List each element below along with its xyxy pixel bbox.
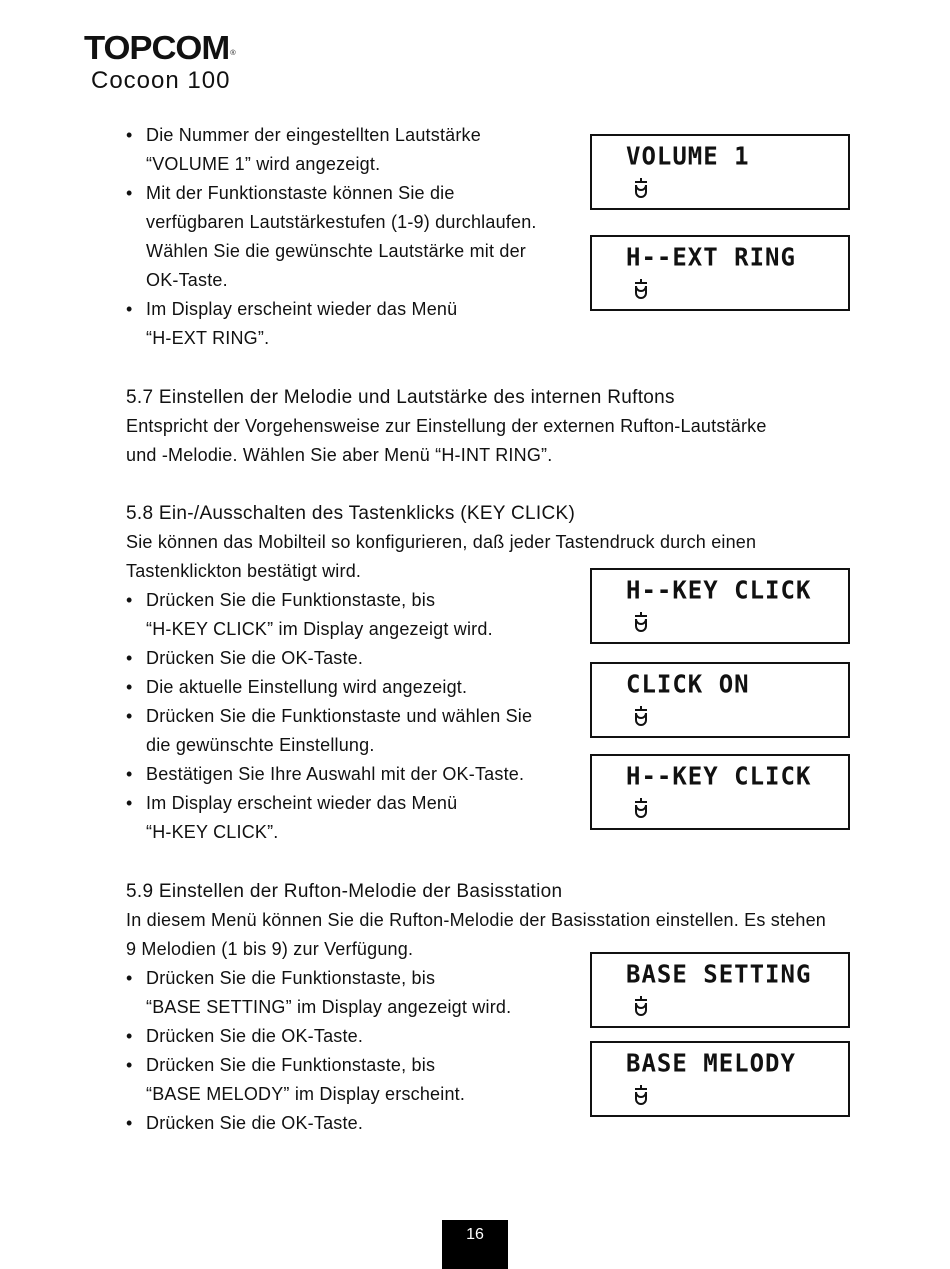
- text-line: Entspricht der Vorgehensweise zur Einstellung der externen Rufton-Lautstärke: [126, 416, 767, 436]
- text-line: Sie können das Mobilteil so konfigurieren, daß jeder Tastendruck durch einen: [126, 532, 757, 552]
- text-line: Drücken Sie die Funktionstaste, bis: [146, 968, 436, 988]
- text-line: Die Nummer der eingestellten Lautstärke: [146, 125, 481, 145]
- text-line: Die aktuelle Einstellung wird angezeigt.: [146, 677, 468, 697]
- bullet: •: [126, 183, 133, 203]
- text-line: Wählen Sie die gewünschte Lautstärke mit der: [146, 241, 526, 261]
- model-name: Cocoon 100: [91, 67, 231, 94]
- page-number: 16: [442, 1220, 508, 1269]
- section-heading-5-9: 5.9 Einstellen der Rufton-Melodie der Basisstation: [126, 881, 563, 902]
- lcd-display: [590, 952, 850, 1028]
- bullet: •: [126, 1113, 133, 1133]
- lcd-text: H--EXT RING: [626, 242, 796, 272]
- text-line: Drücken Sie die Funktionstaste, bis: [146, 1055, 436, 1075]
- lcd-display: [590, 662, 850, 738]
- lcd-text: H--KEY CLICK: [626, 575, 812, 605]
- lcd-display: [590, 134, 850, 210]
- text-line: Tastenklickton bestätigt wird.: [126, 561, 362, 581]
- text-line: Drücken Sie die OK-Taste.: [146, 1026, 364, 1046]
- text-line: In diesem Menü können Sie die Rufton-Melodie der Basisstation einstellen. Es stehen: [126, 910, 826, 930]
- bullet: •: [126, 706, 133, 726]
- bullet: •: [126, 677, 133, 697]
- text-line: Bestätigen Sie Ihre Auswahl mit der OK-Taste.: [146, 764, 525, 784]
- text-line: Drücken Sie die OK-Taste.: [146, 1113, 364, 1133]
- bullet: •: [126, 968, 133, 988]
- lcd-text: CLICK ON: [626, 669, 750, 699]
- lcd-display: [590, 568, 850, 644]
- text-line: “BASE MELODY” im Display erscheint.: [146, 1084, 466, 1104]
- text-line: Drücken Sie die Funktionstaste und wählen Sie: [146, 706, 533, 726]
- handset-icon: [632, 176, 650, 198]
- lcd-text: BASE MELODY: [626, 1048, 796, 1078]
- bullet: •: [126, 793, 133, 813]
- lcd-text: H--KEY CLICK: [626, 761, 812, 791]
- bullet: •: [126, 299, 133, 319]
- text-line: “H-EXT RING”.: [146, 328, 270, 348]
- text-line: 9 Melodien (1 bis 9) zur Verfügung.: [126, 939, 414, 959]
- lcd-text: BASE SETTING: [626, 959, 812, 989]
- handset-icon: [632, 704, 650, 726]
- text-line: “H-KEY CLICK” im Display angezeigt wird.: [146, 619, 493, 639]
- lcd-display: [590, 1041, 850, 1117]
- handset-icon: [632, 277, 650, 299]
- text-line: Drücken Sie die Funktionstaste, bis: [146, 590, 436, 610]
- text-line: Drücken Sie die OK-Taste.: [146, 648, 364, 668]
- bullet: •: [126, 764, 133, 784]
- text-line: “VOLUME 1” wird angezeigt.: [146, 154, 381, 174]
- handset-icon: [632, 610, 650, 632]
- bullet: •: [126, 1055, 133, 1075]
- text-line: verfügbaren Lautstärkestufen (1-9) durchlaufen.: [146, 212, 537, 232]
- text-line: die gewünschte Einstellung.: [146, 735, 375, 755]
- text-line: Im Display erscheint wieder das Menü: [146, 299, 458, 319]
- lcd-text: VOLUME 1: [626, 141, 750, 171]
- text-line: Im Display erscheint wieder das Menü: [146, 793, 458, 813]
- text-line: “H-KEY CLICK”.: [146, 822, 279, 842]
- bullet: •: [126, 1026, 133, 1046]
- text-line: und -Melodie. Wählen Sie aber Menü “H-INT RING”.: [126, 445, 553, 465]
- section-heading-5-7: 5.7 Einstellen der Melodie und Lautstärke des internen Ruftons: [126, 387, 675, 408]
- bullet: •: [126, 648, 133, 668]
- handset-icon: [632, 796, 650, 818]
- handset-icon: [632, 1083, 650, 1105]
- handset-icon: [632, 994, 650, 1016]
- brand-logo: TOPCOM®: [84, 29, 235, 66]
- text-line: OK-Taste.: [146, 270, 228, 290]
- text-line: “BASE SETTING” im Display angezeigt wird.: [146, 997, 512, 1017]
- lcd-display: [590, 235, 850, 311]
- bullet: •: [126, 125, 133, 145]
- lcd-display: [590, 754, 850, 830]
- bullet: •: [126, 590, 133, 610]
- text-line: Mit der Funktionstaste können Sie die: [146, 183, 455, 203]
- section-heading-5-8: 5.8 Ein-/Ausschalten des Tastenklicks (KEY CLICK): [126, 503, 576, 524]
